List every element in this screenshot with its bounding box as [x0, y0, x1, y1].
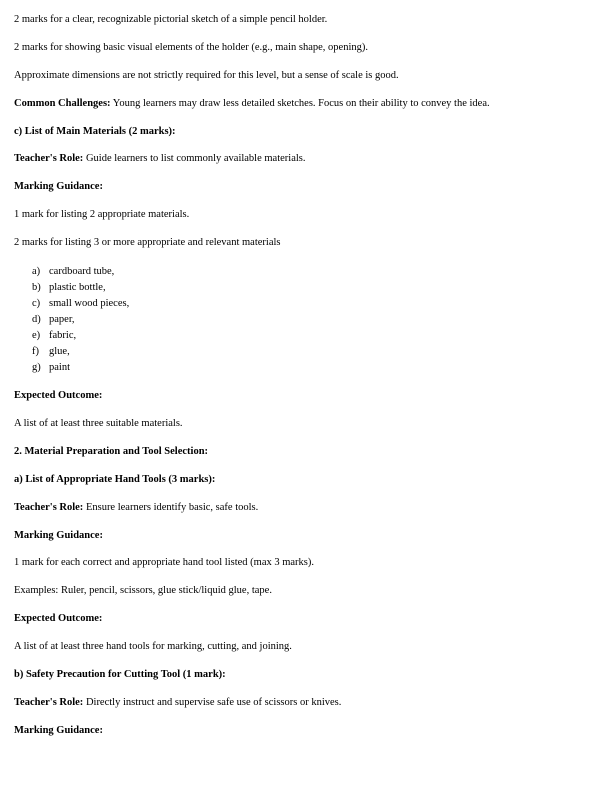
list-marker: c) [32, 298, 41, 309]
heading-safety-precaution: b) Safety Precaution for Cutting Tool (1 mark): [14, 669, 226, 680]
list-item [32, 297, 129, 313]
list-item [32, 313, 129, 329]
list-item [32, 361, 129, 377]
list-item [32, 329, 129, 345]
paragraph-visual-elements: 2 marks for showing basic visual elements of the holder (e.g., main shape, opening). [14, 42, 368, 53]
heading-marking-guidance: Marking Guidance: [14, 530, 103, 541]
list-item-text: fabric, [49, 330, 77, 341]
paragraph-tool-marks: 1 mark for each correct and appropriate hand tool listed (max 3 marks). [14, 557, 315, 568]
teachers-role-text: Ensure learners identify basic, safe tools. [83, 502, 259, 513]
paragraph-teachers-role-safety [14, 697, 341, 710]
teachers-role-label: Teacher's Role: [14, 153, 84, 164]
list-marker: a) [32, 266, 41, 277]
list-marker: e) [32, 330, 41, 341]
paragraph-teachers-role-materials [14, 153, 306, 166]
list-marker: g) [32, 362, 41, 373]
list-item [32, 265, 129, 281]
heading-main-materials: c) List of Main Materials (2 marks): [14, 126, 176, 137]
heading-marking-guidance: Marking Guidance: [14, 725, 103, 736]
teachers-role-label: Teacher's Role: [14, 697, 84, 708]
common-challenges-text: Young learners may draw less detailed sketches. Focus on their ability to convey the idea. [110, 98, 490, 109]
teachers-role-text: Guide learners to list commonly available materials. [83, 153, 306, 164]
paragraph-tool-examples: Examples: Ruler, pencil, scissors, glue stick/liquid glue, tape. [14, 585, 272, 596]
paragraph-teachers-role-tools [14, 502, 258, 515]
list-item-text: plastic bottle, [49, 282, 106, 293]
paragraph-expected-tools: A list of at least three hand tools for marking, cutting, and joining. [14, 641, 292, 652]
paragraph-common-challenges [14, 98, 490, 111]
heading-marking-guidance: Marking Guidance: [14, 181, 103, 192]
heading-material-preparation: 2. Material Preparation and Tool Selection: [14, 446, 209, 457]
teachers-role-text: Directly instruct and supervise safe use of scissors or knives. [83, 697, 342, 708]
list-item [32, 281, 129, 297]
heading-expected-outcome: Expected Outcome: [14, 613, 103, 624]
list-item-text: glue, [49, 346, 70, 357]
common-challenges-label: Common Challenges: [14, 98, 111, 109]
list-item [32, 345, 129, 361]
paragraph-two-marks-materials: 2 marks for listing 3 or more appropriate and relevant materials [14, 237, 281, 248]
heading-hand-tools: a) List of Appropriate Hand Tools (3 marks): [14, 474, 216, 485]
paragraph-dimensions: Approximate dimensions are not strictly required for this level, but a sense of scale is good. [14, 70, 399, 81]
paragraph-one-mark-materials: 1 mark for listing 2 appropriate materials. [14, 209, 190, 220]
paragraph-expected-materials: A list of at least three suitable materials. [14, 418, 183, 429]
materials-list [32, 265, 129, 377]
list-item-text: small wood pieces, [49, 298, 130, 309]
list-item-text: paper, [49, 314, 75, 325]
paragraph-sketch-marks: 2 marks for a clear, recognizable pictorial sketch of a simple pencil holder. [14, 14, 328, 25]
list-marker: d) [32, 314, 41, 325]
list-item-text: paint [49, 362, 70, 373]
list-marker: b) [32, 282, 41, 293]
heading-expected-outcome: Expected Outcome: [14, 390, 103, 401]
list-marker: f) [32, 346, 39, 357]
list-item-text: cardboard tube, [49, 266, 115, 277]
teachers-role-label: Teacher's Role: [14, 502, 84, 513]
